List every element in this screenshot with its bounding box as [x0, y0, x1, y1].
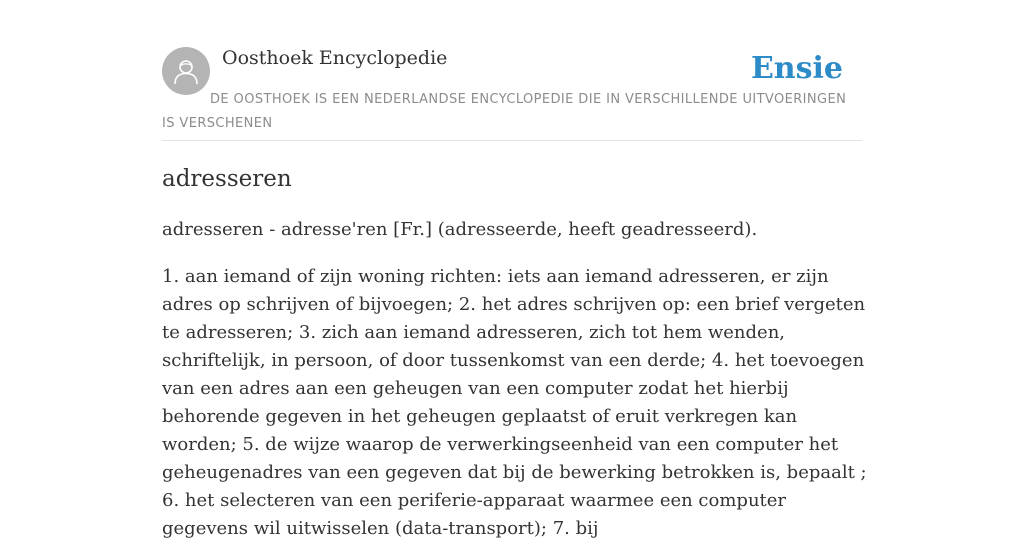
- header: [162, 0, 862, 141]
- user-icon: [171, 56, 201, 86]
- article-lead: adresseren - adresse'ren [Fr.] (adresseerde, heeft geadresseerd).: [162, 219, 758, 240]
- page: [162, 0, 867, 539]
- site-name[interactable]: Oosthoek Encyclopedie: [222, 47, 448, 69]
- article-body: 1. aan iemand of zijn woning richten: iets aan iemand adresseren, er zijn adres op schrijven of bijvoegen; 2. het adres schrijven op: een brief vergeten te adresseren; 3. zich aan iemand adresseren, zich tot hem wenden, schriftelijk, in persoon, of door tussenkomst van een derde; 4. het toevoegen van een adres aan een geheugen van een computer zodat het hierbij behorende gegeven in het geheugen geplaatst of eruit verkregen kan worden; 5. de wijze waarop de verwerkingseenheid van een computer het geheugenadres van een gegeven dat bij de bewerking betrokken is, bepaalt ; 6. het selecteren van een periferie-apparaat waarmee een computer gegevens wil uitwisselen (data-transport); 7. bij: [162, 266, 867, 539]
- brand-logo[interactable]: Ensie: [750, 51, 843, 86]
- article-title: adresseren: [162, 166, 292, 192]
- site-tagline: DE OOSTHOEK IS EEN NEDERLANDSE ENCYCLOPEDIE DIE IN VERSCHILLENDE UITVOERINGEN IS VERSCHENEN: [162, 92, 847, 131]
